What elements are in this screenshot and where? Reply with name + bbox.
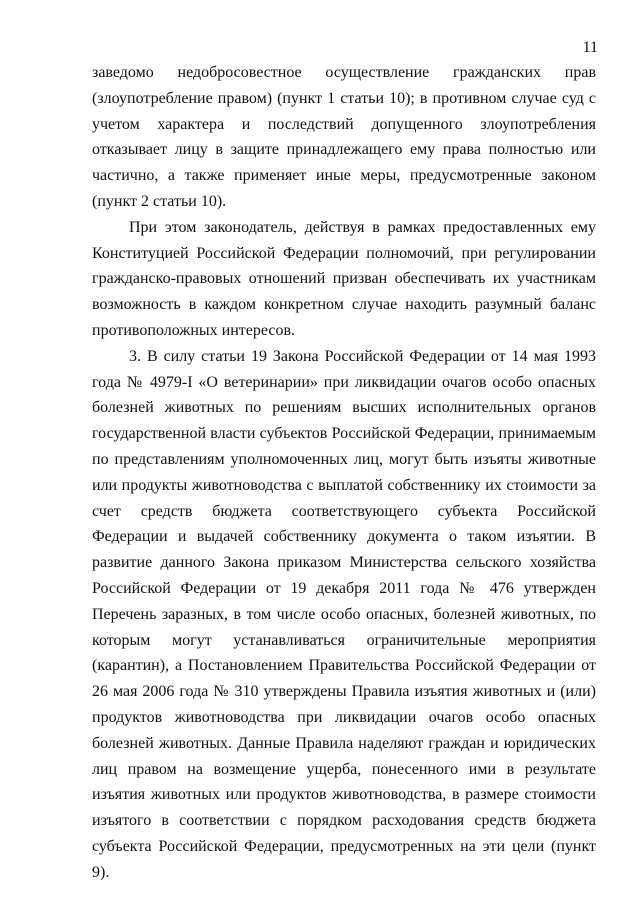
document-body — [92, 60, 596, 886]
paragraph-veterinary-law: 3. В силу статьи 19 Закона Российской Федерации от 14 мая 1993 года № 4979-I «О ветеринарии» при ликвидации очагов особо опасных болезней животных по решениям высших исполнительных органов государственной власти субъектов Российской Федерации, принимаемым по представлениям уполномоченных лиц, могут быть изъяты животные или продукты животноводства с выплатой собственнику их стоимости за счет средств бюджета соответствующего субъекта Российской Федерации и выдачей собственнику документа о таком изъятии. В развитие данного Закона приказом Министерства сельского хозяйства Российской Федерации от 19 декабря 2011 года № 476 утвержден Перечень заразных, в том числе особо опасных, болезней животных, по которым могут устанавливаться ограничительные мероприятия (карантин), а Постановлением Правительства Российской Федерации от 26 мая 2006 года № 310 утверждены Правила изъятия животных и (или) продуктов животноводства при ликвидации очагов особо опасных болезней животных. Данные Правила наделяют граждан и юридических лиц правом на возмещение ущерба, понесенного ими в результате изъятия животных или продуктов животноводства, в размере стоимости изъятого в соответствии с порядком расходования средств бюджета субъекта Российской Федерации, предусмотренных на эти цели (пункт 9). — [92, 347, 596, 881]
paragraph-continuation: заведомо недобросовестное осуществление гражданских прав (злоупотребление правом) (пункт 1 статьи 10); в противном случае суд с учетом характера и последствий допущенного злоупотребления отказывает лицу в защите принадлежащего ему права полностью или частично, а также применяет иные меры, предусмотренные законом (пункт 2 статьи 10). — [92, 64, 596, 210]
page-number: 11 — [582, 39, 598, 56]
paragraph-legislator-balance: При этом законодатель, действуя в рамках предоставленных ему Конституцией Российской Федерации полномочий, при регулировании гражданско-правовых отношений призван обеспечивать их участникам возможность в каждом конкретном случае находить разумный баланс противоположных интересов. — [92, 218, 596, 339]
